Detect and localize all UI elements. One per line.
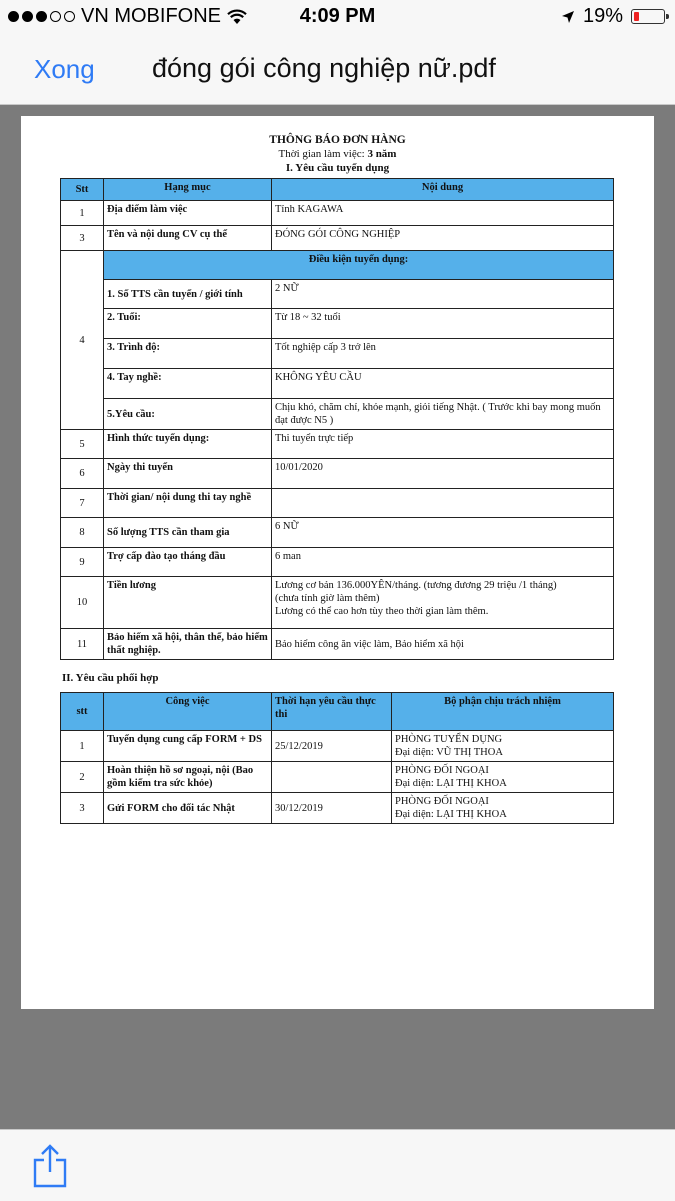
row-item: Ngày thi tuyển <box>104 459 272 489</box>
header-stt: stt <box>61 693 104 731</box>
row-stt: 6 <box>61 459 104 489</box>
table-row <box>61 489 614 518</box>
pdf-page[interactable] <box>21 116 654 1009</box>
salary-line: Lương cơ bản 136.000YÊN/tháng. (tương đương 29 triệu /1 tháng) <box>275 580 557 591</box>
table-row <box>61 459 614 489</box>
row-deadline: 30/12/2019 <box>272 793 392 824</box>
row-content: Từ 18 ~ 32 tuổi <box>272 309 614 339</box>
table-row <box>61 518 614 548</box>
row-content <box>272 489 614 518</box>
table-row <box>61 251 614 280</box>
row-item: Số lượng TTS cần tham gia <box>104 518 272 548</box>
row-stt: 2 <box>61 762 104 793</box>
row-stt: 7 <box>61 489 104 518</box>
row-task: Hoàn thiện hồ sơ ngoại, nội (Bao gồm kiểm tra sức khỏe) <box>104 762 272 793</box>
status-bar <box>0 0 675 34</box>
table-header-row <box>61 693 614 731</box>
row-stt: 5 <box>61 430 104 459</box>
salary-content <box>272 577 614 629</box>
header-deadline: Thời hạn yêu cầu thực thi <box>272 693 392 731</box>
table-row <box>61 226 614 251</box>
row-department: PHÒNG ĐỐI NGOẠI Đại diện: LẠI THỊ KHOA <box>392 762 614 793</box>
table-row <box>61 399 614 430</box>
row-content: 2 NỮ <box>272 280 614 309</box>
coordination-table <box>60 692 614 824</box>
location-arrow-icon <box>561 10 575 24</box>
header-department: Bộ phận chịu trách nhiệm <box>392 693 614 731</box>
row-stt: 8 <box>61 518 104 548</box>
document-title: đóng gói công nghiệp nữ.pdf <box>152 53 496 83</box>
row-department: PHÒNG ĐỐI NGOẠI Đại diện: LẠI THỊ KHOA <box>392 793 614 824</box>
clock: 4:09 PM <box>299 5 376 27</box>
table-row <box>61 793 614 824</box>
row-content: 10/01/2020 <box>272 459 614 489</box>
header-content: Nội dung <box>272 179 614 201</box>
table-row <box>61 309 614 339</box>
row-item: 2. Tuổi: <box>104 309 272 339</box>
row-stt: 1 <box>61 201 104 226</box>
row-content: Chịu khó, chăm chỉ, khỏe mạnh, giỏi tiếng Nhật. ( Trước khi bay mong muốn đạt được N5 ) <box>272 399 614 430</box>
row-item: Tên và nội dung CV cụ thể <box>104 226 272 251</box>
bottom-toolbar <box>0 1129 675 1201</box>
header-task: Công việc <box>104 693 272 731</box>
table-row <box>61 369 614 399</box>
work-duration: Thời gian làm việc: 3 năm <box>278 148 397 160</box>
row-stt: 4 <box>61 251 104 430</box>
row-item: Tiền lương <box>104 577 272 629</box>
row-stt: 11 <box>61 629 104 660</box>
sub-header: Điều kiện tuyển dụng: <box>104 251 614 280</box>
share-icon[interactable] <box>30 1144 70 1188</box>
row-item: 4. Tay nghề: <box>104 369 272 399</box>
battery-icon <box>631 9 665 24</box>
row-item: 3. Trình độ: <box>104 339 272 369</box>
row-task: Gửi FORM cho đối tác Nhật <box>104 793 272 824</box>
row-task: Tuyển dụng cung cấp FORM + DS <box>104 731 272 762</box>
requirements-table <box>60 178 614 660</box>
row-stt: 1 <box>61 731 104 762</box>
table-row <box>61 762 614 793</box>
row-stt: 10 <box>61 577 104 629</box>
section-2-title: II. Yêu cầu phối hợp <box>62 672 159 684</box>
doc-title: THÔNG BÁO ĐƠN HÀNG <box>269 134 406 146</box>
navigation-bar <box>0 34 675 105</box>
row-item: Trợ cấp đào tạo tháng đầu <box>104 548 272 577</box>
carrier-name: VN MOBIFONE <box>81 5 222 27</box>
salary-line: Lương có thể cao hơn tùy theo thời gian làm thêm. <box>275 606 489 617</box>
row-content: 6 man <box>272 548 614 577</box>
row-content: 6 NỮ <box>272 518 614 548</box>
battery-percent: 19% <box>582 5 623 27</box>
row-stt: 3 <box>61 793 104 824</box>
row-content: Bảo hiểm công ăn việc làm, Bảo hiểm xã hội <box>272 629 614 660</box>
done-button[interactable]: Xong <box>34 54 95 84</box>
row-item: Bảo hiểm xã hội, thân thể, bảo hiểm thất nghiệp. <box>104 629 272 660</box>
row-deadline: 25/12/2019 <box>272 731 392 762</box>
row-item: Thời gian/ nội dung thi tay nghề <box>104 489 272 518</box>
row-content: Tỉnh KAGAWA <box>272 201 614 226</box>
table-row <box>61 201 614 226</box>
row-content: KHÔNG YÊU CẦU <box>272 369 614 399</box>
header-item: Hạng mục <box>104 179 272 201</box>
row-item: Hình thức tuyển dụng: <box>104 430 272 459</box>
table-row <box>61 280 614 309</box>
row-content: ĐÓNG GÓI CÔNG NGHIỆP <box>272 226 614 251</box>
header-stt: Stt <box>61 179 104 201</box>
row-deadline <box>272 762 392 793</box>
table-row <box>61 430 614 459</box>
row-item: Địa điểm làm việc <box>104 201 272 226</box>
table-row <box>61 577 614 629</box>
section-1-title: I. Yêu cầu tuyển dụng <box>285 162 390 174</box>
salary-line: (chưa tính giờ làm thêm) <box>275 593 380 604</box>
row-item: 5.Yêu cầu: <box>104 399 272 430</box>
table-row <box>61 731 614 762</box>
row-content: Tốt nghiệp cấp 3 trở lên <box>272 339 614 369</box>
row-stt: 3 <box>61 226 104 251</box>
row-stt: 9 <box>61 548 104 577</box>
table-row <box>61 548 614 577</box>
table-header-row <box>61 179 614 201</box>
doc-header <box>21 133 654 175</box>
table-row <box>61 339 614 369</box>
row-department: PHÒNG TUYỂN DỤNG Đại diện: VŨ THỊ THOA <box>392 731 614 762</box>
row-content: Thi tuyển trực tiếp <box>272 430 614 459</box>
row-item: 1. Số TTS cần tuyển / giới tính <box>104 280 272 309</box>
table-row <box>61 629 614 660</box>
